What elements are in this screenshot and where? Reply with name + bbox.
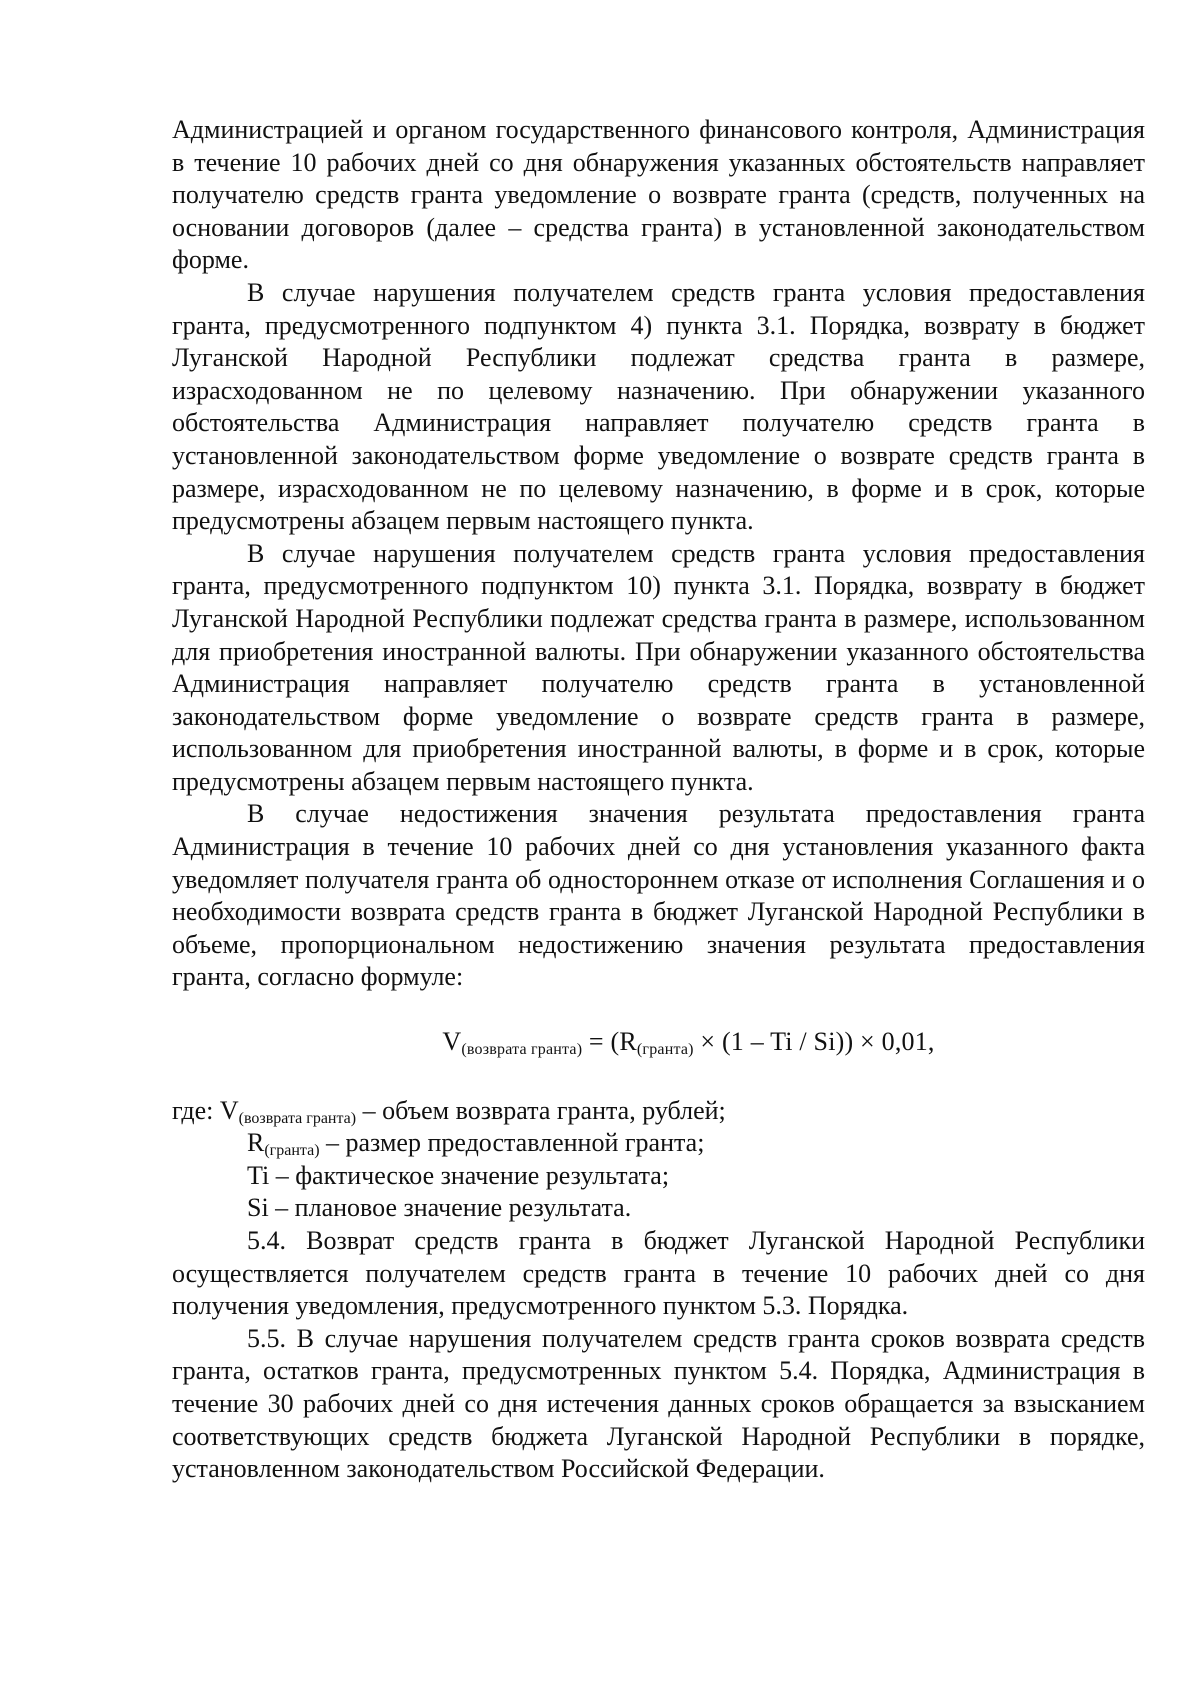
legend-line-si: Si – плановое значение результата. <box>247 1193 632 1223</box>
legend-line-ti: Ti – фактическое значение результата; <box>247 1160 670 1190</box>
legend-v-subscript: (возврата гранта) <box>238 1109 357 1127</box>
paragraph-5-5: 5.5. В случае нарушения получателем средств гранта сроков возврата средств гранта, остатков гранта, предусмотренных пунктом 5.4. Порядка, Администрация в течение 30 рабочих дней со дня истечения данных сроков обращается за взысканием соответствующих средств бюджета Луганской Народной Республики в порядке, установленном законодательством Российской Федерации. <box>172 1323 1145 1484</box>
formula-v: V <box>442 1027 462 1057</box>
formula-rest: × (1 – Ti / Si)) × 0,01, <box>693 1027 935 1057</box>
paragraph-subparagraph-10-violation: В случае нарушения получателем средств гранта условия предоставления гранта, предусмотренного подпунктом 10) пункта 3.1. Порядка, возврату в бюджет Луганской Народной Республики подлежат средства гранта в размере, использованном для приобретения иностранной валюты. При обнаружении указанного обстоятельства Администрация направляет получателю средств гранта в установленной законодательством форме уведомление о возврате средств гранта в размере, использованном для приобретения иностранной валюты, в форме и в срок, которые предусмотрены абзацем первым настоящего пункта. <box>172 538 1145 796</box>
paragraph-5-4: 5.4. Возврат средств гранта в бюджет Луганской Народной Республики осуществляется получателем средств гранта в течение 10 рабочих дней со дня получения уведомления, предусмотренного пунктом 5.3. Порядка. <box>172 1226 1145 1321</box>
refund-formula <box>172 994 1145 1095</box>
paragraph-subparagraph-4-violation: В случае нарушения получателем средств гранта условия предоставления гранта, предусмотренного подпунктом 4) пункта 3.1. Порядка, возврату в бюджет Луганской Народной Республики подлежат средства гранта в размере, израсходованном не по целевому назначению. При обнаружении указанного обстоятельства Администрация направляет получателю средств гранта в установленной законодательством форме уведомление о возврате средств гранта в размере, израсходованном не по целевому назначению, в форме и в срок, которые предусмотрены абзацем первым настоящего пункта. <box>172 277 1145 536</box>
legend-r-description: – размер предоставленной гранта; <box>319 1128 705 1158</box>
document-page <box>172 114 1145 1486</box>
formula-legend <box>172 1095 1145 1225</box>
legend-r-symbol: R <box>247 1128 265 1158</box>
formula-equals-r: = (R <box>582 1027 637 1057</box>
legend-line-r <box>172 1127 1145 1160</box>
formula-r-subscript: (гранта) <box>636 1041 694 1059</box>
legend-line-v <box>172 1095 1145 1128</box>
legend-v-symbol: где: V <box>172 1095 239 1125</box>
legend-v-description: – объем возврата гранта, рублей; <box>356 1095 726 1125</box>
legend-r-subscript: (гранта) <box>264 1142 320 1160</box>
formula-v-subscript: (возврата гранта) <box>461 1041 583 1059</box>
paragraph-result-not-achieved: В случае недостижения значения результата предоставления гранта Администрация в течение 10 рабочих дней со дня установления указанного факта уведомляет получателя гранта об одностороннем отказе от исполнения Соглашения и о необходимости возврата средств гранта в бюджет Луганской Народной Республики в объеме, пропорциональном недостижению значения результата предоставления гранта, согласно формуле: <box>172 799 1145 992</box>
paragraph-continuation: Администрацией и органом государственного финансового контроля, Администрация в течение 10 рабочих дней со дня обнаружения указанных обстоятельств направляет получателю средств гранта уведомление о возврате гранта (средств, полученных на основании договоров (далее – средства гранта) в установленной законодательством форме. <box>172 115 1145 275</box>
